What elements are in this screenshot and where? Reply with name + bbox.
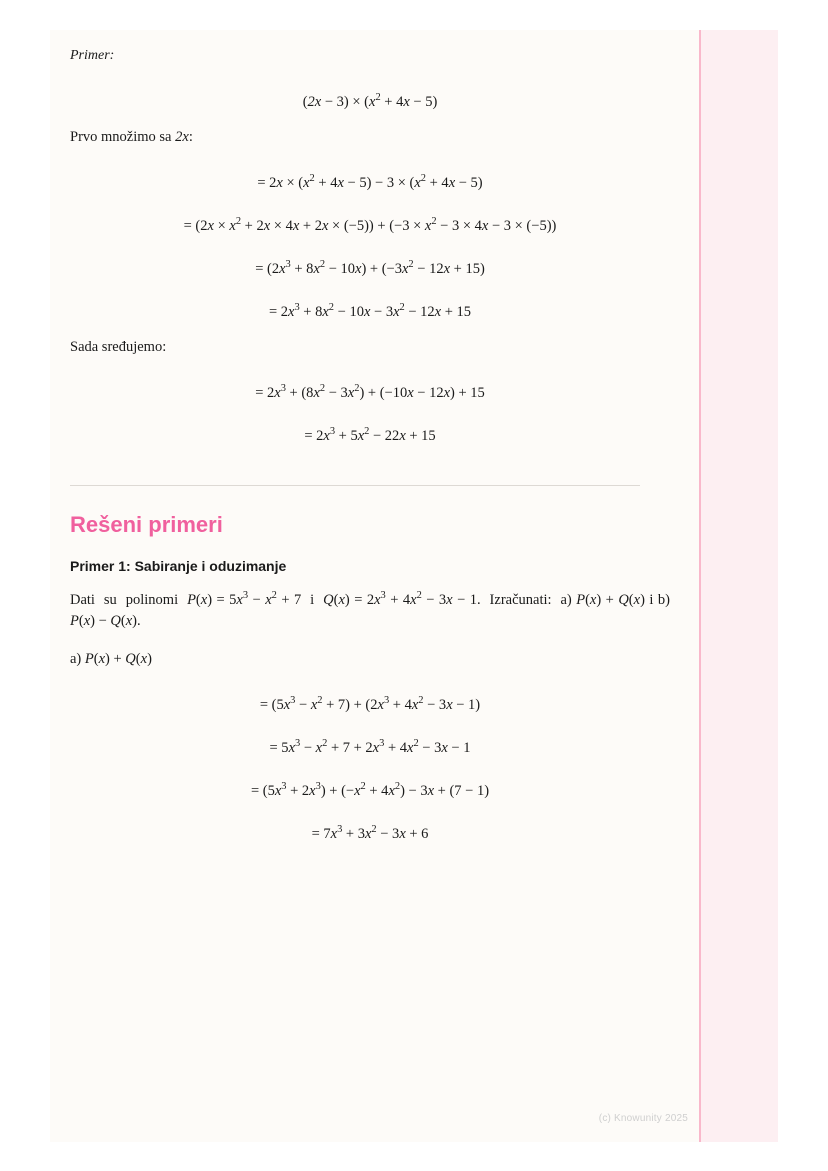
example-label: Primer: xyxy=(70,48,115,63)
equation-7: = $(5x^3 - x^2 + 7) + (2x^3 + 4x^2 - 3x - 1)$ xyxy=(259,694,481,713)
heading-solved-examples: Rešeni primeri xyxy=(70,511,223,537)
document-page xyxy=(50,30,778,1142)
text-first-multiply: Prvo množimo sa 2x: xyxy=(70,129,193,145)
equation-6: = $2x^3 + 5x^2 - 22x + 15$ xyxy=(304,425,436,444)
equation-2: = $(2x \times x^2 + 2x \times 4x + 2x \times (-5)) + (-3 \times x^2 - 3 \times 4x - 3 \times (-5))$ xyxy=(183,215,557,234)
equation-1: = $2x \times (x^2 + 4x - 5) - 3 \times (x^2 + 4x - 5)$ xyxy=(257,172,483,191)
page-gutter xyxy=(700,30,778,1142)
page-gutter-rule xyxy=(699,30,701,1142)
copyright-watermark: (c) Knowunity 2025 xyxy=(598,1113,688,1124)
equation-9: = $(5x^3 + 2x^3) + (-x^2 + 4x^2) - 3x + (7 - 1)$ xyxy=(250,780,490,799)
heading-example-1: Primer 1: Sabiranje i oduzimanje xyxy=(70,557,287,574)
equation-4: = $2x^3 + 8x^2 - 10x - 3x^2 - 12x + 15$ xyxy=(268,301,472,320)
text-part-a: a) P(x) + Q(x) xyxy=(70,651,152,667)
text-now-simplify: Sada sređujemo: xyxy=(70,338,167,355)
text-problem-statement: Dati su polinomi $P(x) = 5x^3 - x^2 + 7$ i $Q(x) = 2x^3 + 4x^2 - 3x - 1$. Izračunati: a) P(x) + Q(x) i b) P(x) − Q(x). xyxy=(70,589,670,630)
equation-10: = $7x^3 + 3x^2 - 3x + 6$ xyxy=(311,823,429,842)
equation-start: $(2x - 3) \times (x^2 + 4x - 5)$ xyxy=(302,92,438,110)
equation-8: = $5x^3 - x^2 + 7 + 2x^3 + 4x^2 - 3x - 1$ xyxy=(269,737,471,756)
equation-5: = $2x^3 + (8x^2 - 3x^2) + (-10x - 12x) + 15$ xyxy=(255,382,485,401)
section-divider xyxy=(70,485,640,486)
document-content xyxy=(70,30,670,843)
equation-3: = $(2x^3 + 8x^2 - 10x) + (-3x^2 - 12x + 15)$ xyxy=(255,258,485,277)
